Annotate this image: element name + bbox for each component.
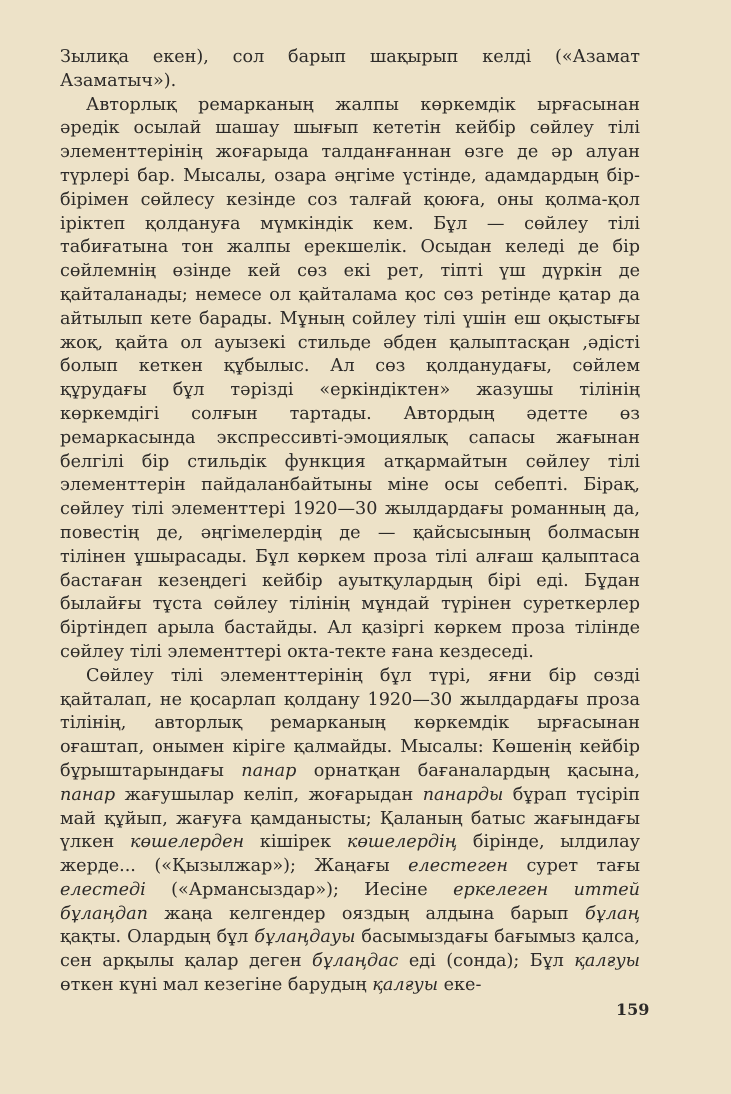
page-number: 159: [616, 1000, 650, 1019]
italic-term: көшелердің: [346, 832, 458, 853]
italic-term: елестеді: [60, 879, 146, 900]
text-run: («Армансыздар»); Иесіне: [145, 879, 454, 900]
italic-term: бұлаңдауы: [254, 927, 356, 948]
page-body: [60, 46, 640, 998]
paragraph-3: [60, 665, 640, 998]
paragraph-2: [60, 94, 640, 665]
italic-term: бұлаңдас: [311, 951, 399, 972]
text-run: Авторлық ремарканың жалпы көркемдік ырғасынан әредік осылай шашау шығып кететін кейбір сөйлеу тілі элементтерінің жоғарыда талданғаннан өзге де әр алуан түрлері бар. Мысалы, озара әңгіме үстінде, адамдардың бір-бірімен сөйлесу кезінде соз талғай қоюға, оны қолма-қол іріктеп қолдануға мүмкіндік кем. Бұл — сөйлеу тілі табиғатына тон жалпы ерекшелік. Осыдан келеді де бір сөйлемнің өзінде кей сөз екі рет, тіпті үш дүркін де қайталанады; немесе ол қайталама қос сөз ретінде қатар да айтылып кете барады. Мұның сойлеу тілі үшін еш оқыстығы жоқ, қайта ол ауызекі стильде әбден қалыптасқан ,әдісті болып кеткен құбылыс. Ал сөз қолданудағы, сөйлем құрудағы бұл тәрізді «еркіндіктен» жазушы тілінің көркемдігі солғын тартады. Автордың әдетте өз ремаркасында экспрессивті-эмоциялық сапасы жағынан белгілі бір стильдік функция атқармайтын сөйлеу тілі элементтерін пайдаланбайтыны міне осы себепті. Бірақ, сөйлеу тілі элементтері 1920—30 жылдардағы романның да, повестің де, әңгімелердің де — қайсысының болмасын тілінен ұшырасады. Бұл көркем проза тілі алғаш қалыптаса бастаған кезеңдегі кейбір ауытқулардың бірі еді. Бұдан былайғы тұста сөйлеу тілінің мұндай түрінен суреткерлер біртіндеп арыла бастайды. Ал қазіргі көркем проза тілінде сөйлеу тілі элементтері окта-текте ғана кездеседі.: [60, 94, 640, 662]
text-run: орнатқан бағаналардың қасына,: [296, 760, 640, 781]
italic-term: көшелерден: [129, 832, 245, 853]
italic-term: қалғуы: [372, 975, 439, 996]
italic-term: еркелеген иттей бұлаңдап: [60, 879, 641, 924]
text-run: сурет тағы: [507, 856, 640, 877]
text-run: еке-: [438, 975, 482, 996]
paragraph-1: [60, 46, 640, 94]
text-run: жаңа келгендер ояздың алдына барып: [147, 903, 585, 924]
italic-term: панар: [241, 760, 297, 781]
italic-term: қалғуы: [574, 951, 640, 972]
italic-term: панарды: [422, 784, 504, 805]
text-run: басымыздағы бағымыз қалса, сен арқылы қалар деген: [60, 927, 640, 972]
text-run: өткен күні мал кезегіне барудың: [60, 975, 373, 996]
italic-term: панар: [60, 784, 116, 805]
text-run: бірінде, ылдилау жерде... («Қызылжар»); Жаңағы: [60, 832, 640, 877]
text-run: еді (сонда); Бұл: [398, 951, 575, 972]
italic-term: бұлаң: [584, 903, 640, 924]
text-run: бұрап түсіріп май құйып, жағуға қамданысты; Қаланың батыс жағындағы үлкен: [60, 784, 641, 853]
text-run: жағушылар келіп, жоғарыдан: [115, 784, 423, 805]
italic-term: елестеген: [408, 856, 508, 877]
text-run: кішірек: [244, 832, 347, 853]
text-run: Зылиқа екен), сол барып шақырып келді («Азамат Азаматыч»).: [60, 47, 640, 91]
text-run: Сөйлеу тілі элементтерінің бұл түрі, яғни бір сөзді қайталап, не қосарлап қолдану 1920—30 жылдардағы проза тілінің, авторлық ремарканың көркемдік ырғасынан оғаштап, онымен кіріге қалмайды. Мысалы: Көшенің кейбір бұрыштарындағы: [60, 665, 640, 781]
text-run: қақты. Олардың бұл: [60, 927, 255, 948]
